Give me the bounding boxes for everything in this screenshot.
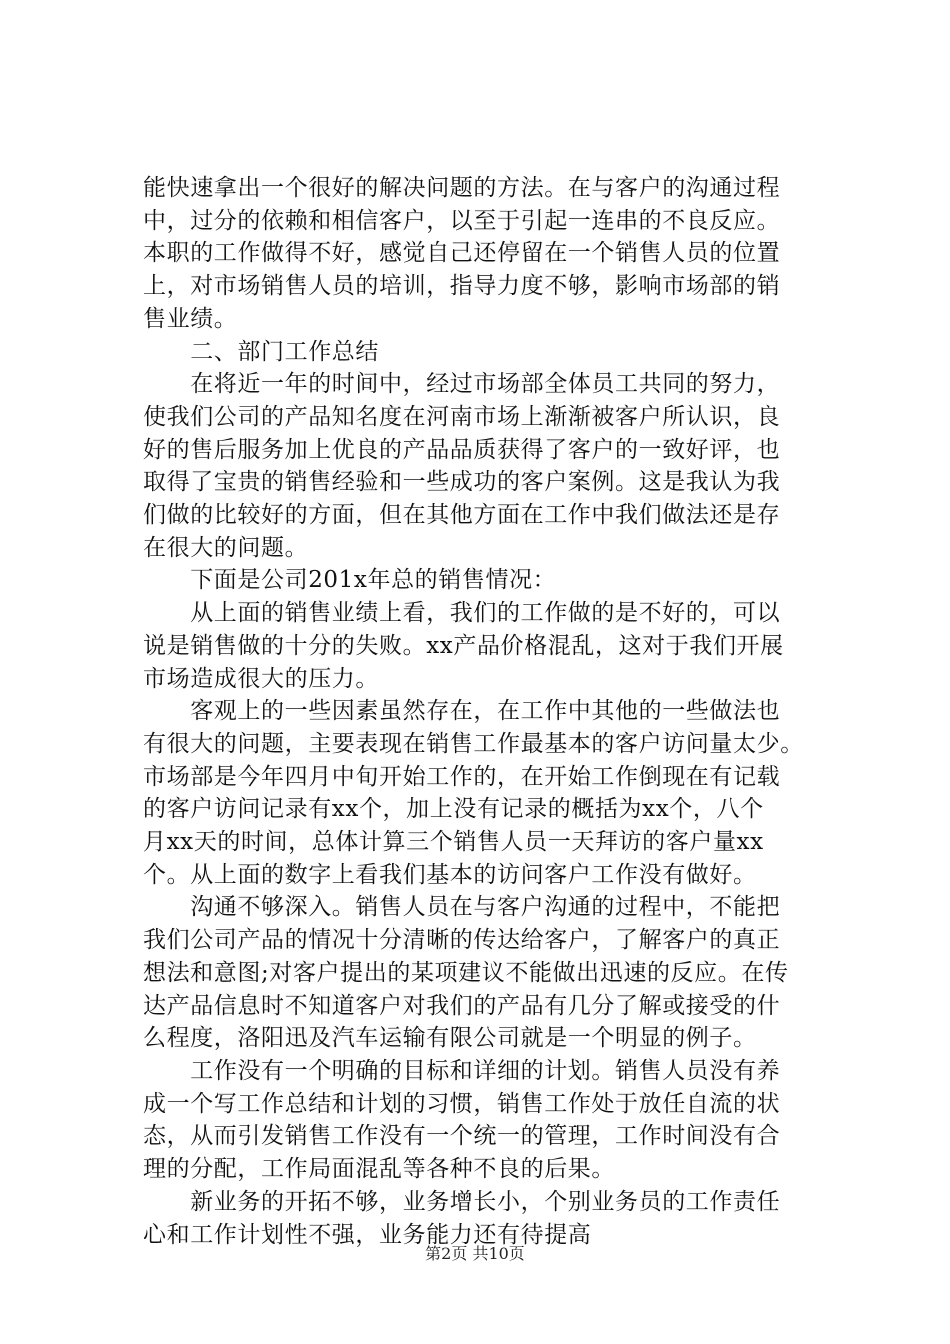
text-line: 客观上的一些因素虽然存在，在工作中其他的一些做法也 — [143, 698, 781, 725]
section-heading: 二、部门工作总结 — [143, 338, 379, 365]
text-line: 好的售后服务加上优良的产品品质获得了客户的一致好评，也 — [143, 436, 781, 463]
text-line: 态，从而引发销售工作没有一个统一的管理，工作时间没有合 — [143, 1123, 781, 1150]
text-line: 成一个写工作总结和计划的习惯，销售工作处于放任自流的状 — [143, 1090, 781, 1117]
page-footer: 第2页 共10页 — [425, 1244, 525, 1263]
text-line: 的客户访问记录有xx个，加上没有记录的概括为xx个，八个 — [143, 796, 764, 823]
text-line: 上，对市场销售人员的培训，指导力度不够，影响市场部的销 — [143, 273, 781, 300]
text-line: 们做的比较好的方面，但在其他方面在工作中我们做法还是存 — [143, 502, 781, 529]
text-line: 从上面的销售业绩上看，我们的工作做的是不好的，可以 — [143, 600, 781, 627]
text-line: 么程度，洛阳迅及汽车运输有限公司就是一个明显的例子。 — [143, 1025, 757, 1052]
text-line: 有很大的问题，主要表现在销售工作最基本的客户访问量太少。 — [143, 730, 804, 757]
text-line: 中，过分的依赖和相信客户，以至于引起一连串的不良反应。 — [143, 207, 781, 234]
text-line: 沟通不够深入。销售人员在与客户沟通的过程中，不能把 — [143, 894, 781, 921]
text-line: 心和工作计划性不强，业务能力还有待提高 — [143, 1221, 592, 1248]
text-line: 在将近一年的时间中，经过市场部全体员工共同的努力， — [143, 371, 781, 398]
text-line: 售业绩。 — [143, 305, 238, 332]
text-line: 下面是公司201x年总的销售情况： — [143, 567, 557, 594]
text-line: 使我们公司的产品知名度在河南市场上渐渐被客户所认识，良 — [143, 403, 781, 430]
text-line: 达产品信息时不知道客户对我们的产品有几分了解或接受的什 — [143, 992, 781, 1019]
text-line: 工作没有一个明确的目标和详细的计划。销售人员没有养 — [143, 1057, 781, 1084]
text-line: 新业务的开拓不够，业务增长小，个别业务员的工作责任 — [143, 1188, 781, 1215]
text-line: 市场部是今年四月中旬开始工作的，在开始工作倒现在有记载 — [143, 763, 781, 790]
text-line: 我们公司产品的情况十分清晰的传达给客户，了解客户的真正 — [143, 927, 781, 954]
text-line: 在很大的问题。 — [143, 534, 309, 561]
text-line: 市场造成很大的压力。 — [143, 665, 379, 692]
text-line: 月xx天的时间，总体计算三个销售人员一天拜访的客户量xx — [143, 829, 764, 856]
document-body — [143, 172, 815, 1251]
text-line: 想法和意图;对客户提出的某项建议不能做出迅速的反应。在传 — [143, 959, 789, 986]
text-line: 取得了宝贵的销售经验和一些成功的客户案例。这是我认为我 — [143, 469, 781, 496]
text-line: 能快速拿出一个很好的解决问题的方法。在与客户的沟通过程 — [143, 175, 781, 201]
text-line: 本职的工作做得不好，感觉自己还停留在一个销售人员的位置 — [143, 240, 781, 267]
text-line: 说是销售做的十分的失败。xx产品价格混乱，这对于我们开展 — [143, 632, 784, 659]
text-line: 个。从上面的数字上看我们基本的访问客户工作没有做好。 — [143, 861, 757, 888]
text-line: 理的分配，工作局面混乱等各种不良的后果。 — [143, 1156, 615, 1183]
